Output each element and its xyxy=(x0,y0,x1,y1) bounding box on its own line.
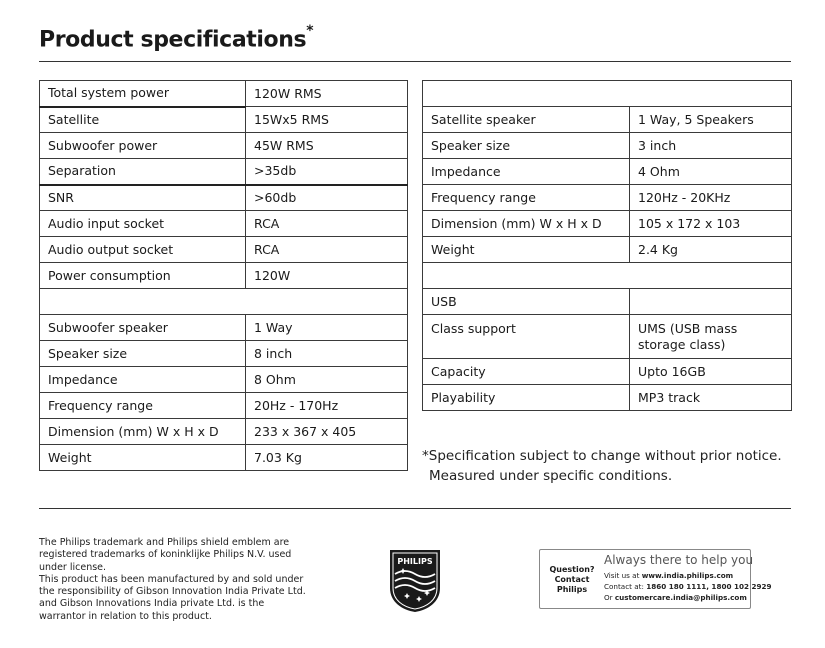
table-row xyxy=(40,237,408,263)
spec-value: 1 Way xyxy=(246,315,408,341)
title-footnote-mark: * xyxy=(306,23,314,39)
spec-label: Impedance xyxy=(423,159,630,185)
contact-question xyxy=(546,565,598,595)
spec-value: 120W xyxy=(246,263,408,289)
spec-label: Class support xyxy=(423,315,630,359)
email-link[interactable]: customercare.india@philips.com xyxy=(614,593,747,602)
bottom-divider xyxy=(39,508,791,509)
table-row xyxy=(40,133,408,159)
spec-value: 20Hz - 170Hz xyxy=(246,393,408,419)
spec-value: 233 x 367 x 405 xyxy=(246,419,408,445)
spacer-cell xyxy=(423,263,792,289)
spec-label: SNR xyxy=(40,185,246,211)
spec-label: Total system power xyxy=(40,81,246,107)
right-spec-table xyxy=(422,80,792,411)
spec-label: Satellite speaker xyxy=(423,107,630,133)
spec-value: 105 x 172 x 103 xyxy=(630,211,792,237)
legal-notice xyxy=(39,537,309,623)
table-row xyxy=(40,211,408,237)
spec-value: 7.03 Kg xyxy=(246,445,408,471)
contact-email xyxy=(604,593,747,602)
spec-label: Speaker size xyxy=(423,133,630,159)
spec-label: Satellite xyxy=(40,107,246,133)
table-row xyxy=(423,359,792,385)
spec-label: Subwoofer speaker xyxy=(40,315,246,341)
logo-wordmark: PHILIPS xyxy=(397,557,433,566)
spec-value: RCA xyxy=(246,237,408,263)
question-line: Contact xyxy=(554,575,590,584)
trademark-text: The Philips trademark and Philips shield emblem are registered trademarks of koninklijke Philips N.V. used under license. xyxy=(39,537,292,573)
left-spec-table xyxy=(39,80,408,471)
table-row xyxy=(423,133,792,159)
spec-value: >60db xyxy=(246,185,408,211)
table-row xyxy=(423,211,792,237)
table-spacer-row xyxy=(423,263,792,289)
table-row xyxy=(40,315,408,341)
spec-label: Frequency range xyxy=(423,185,630,211)
table-row xyxy=(40,107,408,133)
spec-label: Audio output socket xyxy=(40,237,246,263)
spec-value: UMS (USB mass storage class) xyxy=(630,315,792,359)
spec-label: Frequency range xyxy=(40,393,246,419)
spec-label: Subwoofer power xyxy=(40,133,246,159)
email-prefix: Or xyxy=(604,593,615,602)
spec-label: Dimension (mm) W x H x D xyxy=(40,419,246,445)
spec-value: 15Wx5 RMS xyxy=(246,107,408,133)
spec-value: 8 Ohm xyxy=(246,367,408,393)
spec-value: 4 Ohm xyxy=(630,159,792,185)
top-divider xyxy=(39,61,791,62)
spec-label: Capacity xyxy=(423,359,630,385)
table-row xyxy=(423,237,792,263)
phone-prefix: Contact at: xyxy=(604,582,647,591)
spec-label: Power consumption xyxy=(40,263,246,289)
table-row xyxy=(423,289,792,315)
spec-label: Impedance xyxy=(40,367,246,393)
spacer-cell xyxy=(423,81,792,107)
visit-prefix: Visit us at xyxy=(604,571,642,580)
philips-shield-icon xyxy=(388,548,442,614)
spec-value: 120Hz - 20KHz xyxy=(630,185,792,211)
table-row xyxy=(423,159,792,185)
spec-label: Weight xyxy=(40,445,246,471)
table-row xyxy=(423,185,792,211)
spec-value: >35db xyxy=(246,159,408,185)
spec-label: Separation xyxy=(40,159,246,185)
spec-label: Weight xyxy=(423,237,630,263)
spec-value: 45W RMS xyxy=(246,133,408,159)
spec-value xyxy=(630,289,792,315)
page-title xyxy=(39,23,314,53)
contact-box xyxy=(539,549,772,609)
phone-numbers: 1860 180 1111, 1800 102 2929 xyxy=(646,582,772,591)
spec-label: Playability xyxy=(423,385,630,411)
table-row xyxy=(423,385,792,411)
table-spacer-row xyxy=(423,81,792,107)
spec-value: 2.4 Kg xyxy=(630,237,792,263)
spacer-cell xyxy=(40,289,408,315)
table-row xyxy=(40,263,408,289)
table-spacer-row xyxy=(40,289,408,315)
spec-value: MP3 track xyxy=(630,385,792,411)
question-line: Philips xyxy=(556,585,588,594)
table-row xyxy=(423,107,792,133)
table-row xyxy=(40,367,408,393)
specification-note xyxy=(422,446,802,486)
table-row xyxy=(40,185,408,211)
table-row xyxy=(40,341,408,367)
spec-label: Audio input socket xyxy=(40,211,246,237)
contact-tagline: Always there to help you xyxy=(604,553,754,567)
table-row xyxy=(40,419,408,445)
table-row xyxy=(40,81,408,107)
table-row xyxy=(40,445,408,471)
question-line: Question? xyxy=(549,565,595,574)
website-link[interactable]: www.india.philips.com xyxy=(641,571,734,580)
spec-value: Upto 16GB xyxy=(630,359,792,385)
spec-label: USB xyxy=(423,289,630,315)
spec-value: 3 inch xyxy=(630,133,792,159)
spec-label: Dimension (mm) W x H x D xyxy=(423,211,630,237)
title-text: Product specifications xyxy=(39,27,307,53)
table-row xyxy=(40,159,408,185)
table-row xyxy=(423,315,792,359)
spec-value: 120W RMS xyxy=(246,81,408,107)
contact-phone xyxy=(604,582,771,591)
table-row xyxy=(40,393,408,419)
spec-value: 8 inch xyxy=(246,341,408,367)
note-line-2: Measured under specific conditions. xyxy=(429,468,673,484)
spec-label: Speaker size xyxy=(40,341,246,367)
manufacturer-text: This product has been manufactured by and sold under the responsibility of Gibson Innovation India Private Ltd. and Gibson Innovations India private Ltd. is the warrantor in relation to this product. xyxy=(39,573,306,622)
spec-value: RCA xyxy=(246,211,408,237)
spec-value: 1 Way, 5 Speakers xyxy=(630,107,792,133)
contact-visit xyxy=(604,571,733,580)
note-line-1: *Specification subject to change without prior notice. xyxy=(422,448,782,464)
